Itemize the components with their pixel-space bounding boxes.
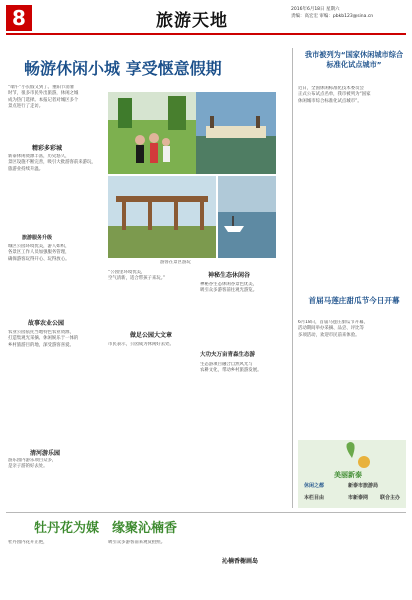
bottom-headline-1: 牡丹花为媒 — [34, 521, 100, 536]
subhead-service: 旅游服务升级 — [22, 235, 53, 241]
bottom-subhead: 沁楠香榭画岛 — [222, 558, 259, 565]
date-line: 2016年6月18日 星期六 — [291, 7, 340, 12]
ad-org-2: 市新泰网 — [348, 495, 369, 501]
main-intro: “端午”小长假又到了。重阳节消暑 时节，很多市民外出旅游，休闲之城 成为热门选择。本报记者对城区多个 景点进行了走访。 — [8, 85, 79, 109]
editor-line: 责编：高宏宏 审编：pbkb123@sina.cn — [291, 14, 374, 19]
subhead-farm: 故事农业公园 — [28, 320, 65, 327]
subhead-park-culture: 做足公园大文章 — [130, 332, 173, 339]
bottom-body-2: 吸引众多游客前来观赏拍照。 — [108, 540, 166, 545]
body-service: 城区公园环境优美，游人如织， 各景区工作人员加强服务管理， 确保游客玩得开心、玩得放心。 — [8, 244, 70, 262]
tourism-ad — [298, 440, 406, 508]
photo-people-park — [108, 92, 196, 174]
photo-pavilion — [108, 176, 216, 258]
right-headline-2: 首届马莲庄甜瓜节今日开幕 — [308, 296, 400, 305]
page-header — [6, 3, 406, 35]
photo-boats-lake — [218, 176, 276, 258]
subhead-valley: 神秘生态休闲谷 — [208, 272, 251, 279]
bottom-body-4 — [302, 540, 406, 596]
page-number: 8 — [6, 5, 32, 31]
ad-org-3: 联合主办 — [380, 495, 401, 501]
photo-park-lake — [196, 92, 276, 174]
header-info — [291, 6, 407, 20]
right-body: 近日，全国休闲标准化技术委员会 正式公布试点名单，我市被列为“国家 休闲城市综合标准化试点城市”。 — [298, 86, 371, 104]
ad-org-1: 新泰市旅游局 — [348, 483, 379, 489]
body-middle-2: 市民表示，公园成为休闲好去处。 — [108, 342, 174, 347]
body-eco: 生态游项目融合自然风光与 农耕文化，带动乡村旅游发展。 — [200, 362, 262, 374]
bottom-body-3 — [205, 566, 301, 596]
ad-title: 休闲之都 — [304, 483, 325, 489]
bottom-headline-2: 缘聚沁楠香 — [112, 521, 178, 536]
column-divider — [292, 48, 293, 508]
body-valley: 神秘谷生态休闲谷景色优美， 吸引众多游客前往观光游览。 — [200, 282, 258, 294]
ad-org-label: 本栏目由 — [304, 495, 325, 501]
right-body-2: 6月18日，首届马莲庄甜瓜节开幕， 活动期间举办采摘、品尝、评比等 多项活动，欢迎市民前来体验。 — [298, 320, 368, 338]
right-headline: 我市被列为“国家休闲城市综合标准化试点城市” — [304, 50, 404, 69]
subhead-eco: 大功夫万亩青森生态游 — [200, 352, 256, 358]
section-title: 旅游天地 — [156, 11, 228, 31]
section-divider — [6, 512, 406, 513]
main-headline: 畅游休闲小城 享受惬意假期 — [24, 59, 222, 78]
subhead-park: 清河游乐园 — [30, 450, 61, 457]
body-middle-1: “公园里环境优美， 空气清新，适合带孩子来玩。” — [108, 270, 166, 282]
body-park: 游乐园内游乐项目众多， 是亲子游的好去处。 — [8, 458, 57, 470]
body-farm: 农业公园依托当地特色农业资源， 打造集观光采摘、休闲娱乐于一体的 乡村旅游目的地，深受游客喜爱。 — [8, 330, 79, 348]
subhead-scenic: 精彩多彩城 — [32, 145, 63, 152]
photo-caption: 游客在景区游玩 — [160, 260, 191, 265]
body-scenic: 新泰休闲资源丰富，历史悠久， 景区设施不断完善，吸引大批游客前来游玩， 旅游业持续升温。 — [8, 154, 96, 172]
ad-logo-text: 美丽新泰 — [334, 471, 362, 479]
bottom-body-1: 牡丹园内花开正艳， — [8, 540, 48, 545]
